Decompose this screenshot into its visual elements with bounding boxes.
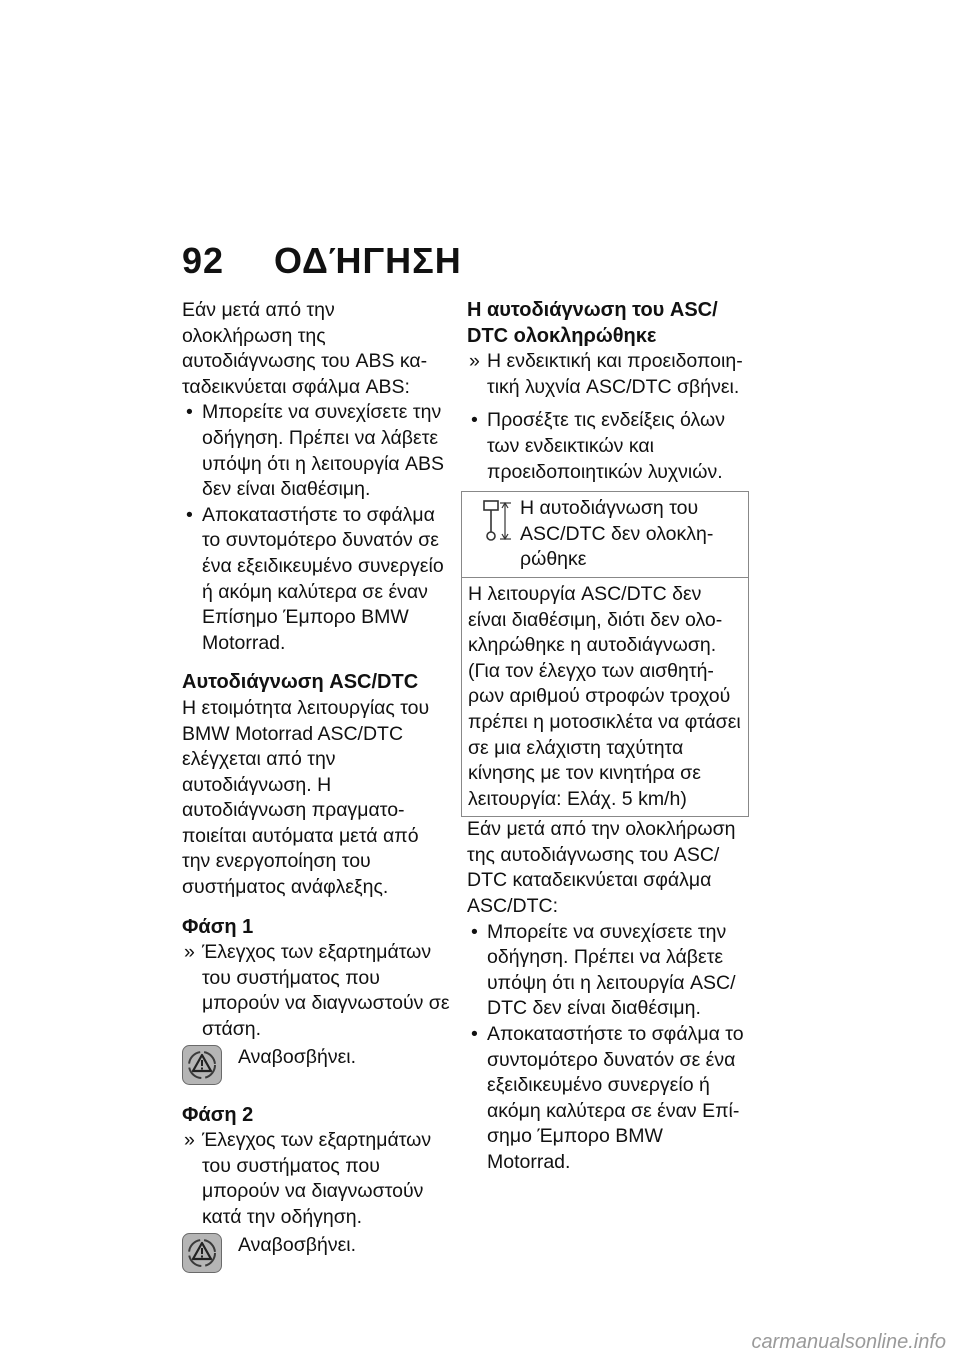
- note-header: [462, 496, 748, 578]
- page-header: [182, 240, 462, 282]
- watermark: carmanualsonline.info: [751, 1331, 946, 1353]
- left-column: [182, 298, 450, 1277]
- phase2-heading: Φάση 2: [182, 1103, 254, 1126]
- asc-complete-bullet: • Προσέξτε τις ενδείξεις όλων των ενδεικτικών και προειδοποιητικών λυχνιών.: [467, 408, 749, 485]
- warning-lamp-icon: [182, 1233, 222, 1273]
- abs-bullet-continue: • Μπορείτε να συνεχίσετε την οδήγηση. Πρέπει να λάβετε υπόψη ότι η λειτουργία ABS δεν είναι διαθέσιμη.: [182, 400, 450, 502]
- phase1-result-text: Αναβοσβήνει.: [238, 1045, 357, 1068]
- note-text: Η λειτουργία ASC/DTC δεν είναι διαθέσιμη, διότι δεν ολοκληρώθηκε η αυτοδιάγνωση. (Για τον έλεγχο των αισθητήρων αριθμού στροφών τροχού πρέπει η μοτοσικλέτα να φτάσει σε μια ελάχιστη ταχύτητα κίνησης με τον κινητήρα σε λειτουργία: Ελάχ. 5 km/h): [468, 582, 741, 810]
- abs-intro: Εάν μετά από την ολοκλήρωση της αυτοδιάγνωσης του ABS καταδεικνύεται σφάλμα ABS:: [182, 299, 428, 398]
- phase2-step: » Έλεγχος των εξαρτημάτων του συστήματος που μπορούν να διαγνωστούν κατά την οδήγηση.: [182, 1128, 450, 1230]
- asc-bullet-repair: • Αποκαταστήστε το σφάλμα το συντομότερο δυνατόν σε ένα εξειδικευμένο συνεργείο ή ακόμη καλύτερα σε έναν Επίσημο Έμπορο BMW Motorrad.: [467, 1022, 749, 1176]
- phase1-result: [182, 1045, 450, 1089]
- phase1-heading: Φάση 1: [182, 915, 254, 938]
- asc-error-intro: Εάν μετά από την ολοκλήρωση της αυτοδιάγνωσης του ASC/ DTC καταδεικνύεται σφάλμα ASC/DTC:: [467, 818, 736, 918]
- asc-bullet-continue: • Μπορείτε να συνεχίσετε την οδήγηση. Πρέπει να λάβετε υπόψη ότι η λειτουργία ASC/ DTC δεν είναι διαθέσιμη.: [467, 920, 749, 1022]
- note-title: Η αυτοδιάγνωση του ASC/DTC δεν ολοκληρώθηκε: [520, 497, 714, 571]
- asc-complete-step: » Η ενδεικτική και προειδοποιητική λυχνία ASC/DTC σβήνει.: [467, 349, 749, 400]
- asc-complete-heading: Η αυτοδιάγνωση του ASC/ DTC ολοκληρώθηκε: [467, 299, 718, 347]
- page-number: 92: [182, 240, 225, 281]
- warning-lamp-icon: [182, 1045, 222, 1085]
- page-title: ΟΔΉΓΗΣΗ: [274, 240, 462, 281]
- asc-heading: Αυτοδιάγνωση ASC/DTC: [182, 671, 419, 694]
- note-box: [461, 491, 749, 817]
- phase2-result-text: Αναβοσβήνει.: [238, 1233, 357, 1256]
- measurement-icon: [480, 498, 514, 542]
- phase1-step: » Έλεγχος των εξαρτημάτων του συστήματος που μπορούν να διαγνωστούν σε στάση.: [182, 940, 450, 1042]
- right-column: [467, 298, 749, 1176]
- abs-bullet-repair: • Αποκαταστήστε το σφάλμα το συντομότερο δυνατόν σε ένα εξειδικευμένο συνεργείο ή ακόμη καλύτερα σε έναν Επίσημο Έμπορο BMW Motorrad.: [182, 503, 450, 657]
- asc-text: Η ετοιμότητα λειτουργίας του BMW Motorrad ASC/DTC ελέγχεται από την αυτοδιάγνωση. Η αυτοδιάγνωση πραγματοποιείται αυτόματα μετά από την ενεργοποίηση του συστήματος ανάφλεξης.: [182, 696, 430, 899]
- phase2-result: [182, 1233, 450, 1277]
